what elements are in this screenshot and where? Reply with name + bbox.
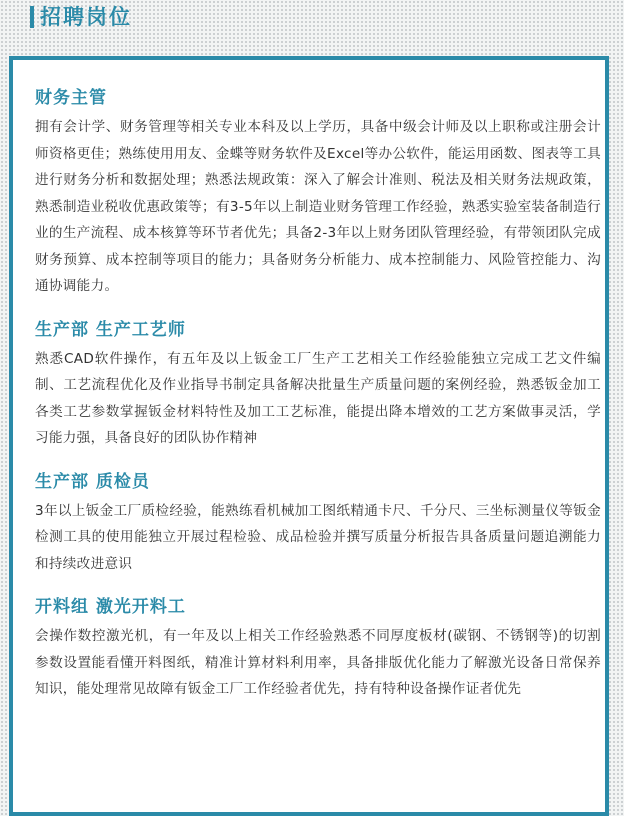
job-title: 生产部 生产工艺师	[35, 319, 186, 340]
header-accent-bar	[30, 6, 34, 28]
job-description: 拥有会计学、财务管理等相关专业本科及以上学历，具备中级会计师及以上职称或注册会计师资格更佳；熟练使用用友、金蝶等财务软件及Excel等办公软件，能运用函数、图表等工具进行财务分析和数据处理；熟悉法规政策：深入了解会计准则、税法及相关财务法规政策，熟悉制造业税收优惠政策等；有3-5年以上制造业财务管理工作经验，熟悉实验室装备制造行业的生产流程、成本核算等环节者优先；具备2-3年以上财务团队管理经验，有带领团队完成财务预算、成本控制等项目的能力；具备财务分析能力、成本控制能力、风险管控能力、沟通协调能力。	[35, 119, 601, 294]
job-title: 开料组 激光开料工	[35, 597, 186, 617]
job-description: 会操作数控激光机，有一年及以上相关工作经验熟悉不同厚度板材(碳钢、不锈钢等)的切割参数设置能看懂开料图纸，精准计算材料利用率，具备排版优化能力了解激光设备日常保养知识，能处理常见故障有钣金工厂工作经验者优先，持有特种设备操作证者优先	[35, 628, 601, 697]
job-item-laser-cutter	[35, 595, 601, 703]
job-item-quality-inspector	[35, 470, 601, 578]
job-title: 财务主管	[35, 88, 107, 108]
job-description: 3年以上钣金工厂质检经验，能熟练看机械加工图纸精通卡尺、千分尺、三坐标测量仪等钣金检测工具的使用能独立开展过程检验、成品检验并撰写质量分析报告具备质量问题追溯能力和持续改进意识	[35, 502, 601, 572]
job-list	[35, 86, 601, 721]
job-description: 熟悉CAD软件操作，有五年及以上钣金工厂生产工艺相关工作经验能独立完成工艺文件编制、工艺流程优化及作业指导书制定具备解决批量生产质量问题的案例经验，熟悉钣金加工各类工艺参数掌握钣金材料特性及加工工艺标准，能提出降本增效的工艺方案做事灵活，学习能力强，具备良好的团队协作精神	[35, 350, 601, 446]
section-header	[0, 0, 624, 44]
section-title: 招聘岗位	[40, 5, 132, 29]
job-item-process-engineer	[35, 318, 601, 452]
job-listing-panel	[9, 56, 609, 816]
job-item-finance-supervisor	[35, 86, 601, 300]
job-title: 生产部 质检员	[35, 471, 150, 492]
